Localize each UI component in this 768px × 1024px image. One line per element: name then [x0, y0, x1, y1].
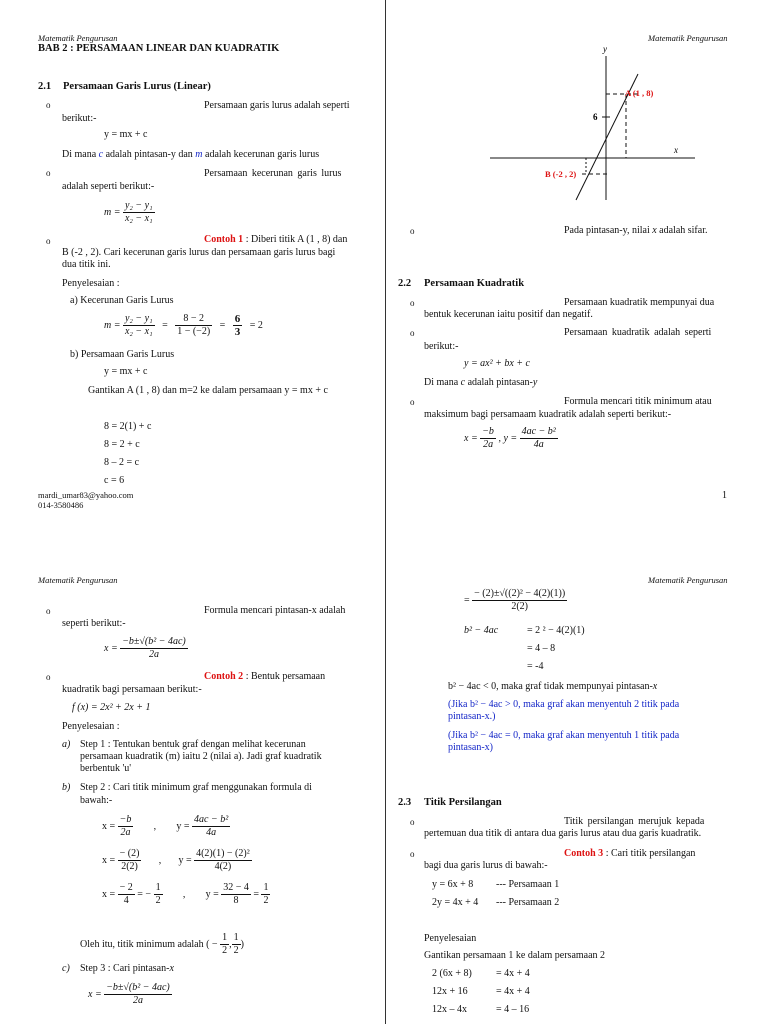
step-1-label: a): [62, 739, 71, 750]
section-2-2-number: 2.2: [398, 278, 412, 289]
x-intercept-para: Formula mencari pintasan-x adalah: [204, 605, 346, 616]
para-definition: Di mana c adalah pintasan-y dan m adalah kecerunan garis lurus: [62, 149, 320, 160]
quadratic-equation: y = ax² + bx + c: [464, 358, 530, 369]
bullet-icon: o: [46, 672, 51, 682]
equation-2: 2y = 4x + 4: [432, 897, 479, 908]
point-A-label: A (1 , 8): [625, 88, 654, 98]
bullet-icon: o: [410, 849, 415, 859]
x-intercept-para-cont: seperti berikut:-: [62, 618, 126, 629]
y-intercept-label: 6: [593, 112, 598, 122]
author-phone: 014-3580486: [38, 500, 84, 510]
header-right: Matematik Pengurusan: [648, 575, 728, 585]
page-2: [0, 512, 768, 1024]
note-positive-discriminant: (Jika b² − 4ac > 0, maka graf akan menyentuh 2 titik pada: [448, 699, 680, 710]
discriminant-step: = 2 ² − 4(2)(1): [527, 625, 585, 636]
step-2-label: b): [62, 782, 71, 793]
equation-line: y = mx + c: [104, 129, 148, 140]
working-line: 8 = 2 + c: [104, 439, 140, 450]
step-a-title: a) Kecerunan Garis Lurus: [70, 295, 174, 306]
bullet-icon: o: [410, 328, 415, 338]
bullet-icon: o: [46, 236, 51, 246]
equation-1: y = 6x + 8: [432, 879, 474, 890]
y-axis-label: y: [603, 44, 607, 54]
step-1-line1: Step 1 : Tentukan bentuk graf dengan melihat kecerunan: [80, 739, 306, 750]
bullet-icon: o: [410, 817, 415, 827]
working-line-right: = 4x + 4: [496, 968, 530, 979]
intercept-note: Pada pintasan-y, nilai x adalah sifar.: [564, 225, 708, 236]
min-formula-row-2: x = $\frac{- (2)}{2(2)}$ , y = $\frac{\text{4(2)(1) − (2)²}}{4(2)}$: [102, 848, 250, 872]
step-2-line1: Step 2 : Cari titik minimum graf menggunakan formula di: [80, 782, 312, 793]
step-3-formula: x = $\frac{\text{−b±√(b² − 4ac)}}{2a}$: [88, 982, 170, 1006]
step-2-line2: bawah:-: [80, 795, 113, 806]
quad-para-1-cont: bentuk kecerunan iaitu positif dan negatif.: [424, 309, 593, 320]
section-2-1-title: Persamaan Garis Lurus (Linear): [63, 81, 211, 92]
intersection-para-cont: pertemuan dua titik di antara dua garis lurus atau dua garis kuadratik.: [424, 828, 702, 839]
chapter-title: BAB 2 : PERSAMAAN LINEAR DAN KUADRATIK: [38, 43, 280, 54]
quad-para-1: Persamaan kuadratik mempunyai dua: [564, 297, 715, 308]
gradient-formula: m = $\frac{\text{y₂ − y₁}}{\text{x₂ − x₁}}$: [104, 200, 153, 224]
line-graph: [490, 42, 720, 202]
step-3-label: c): [62, 963, 70, 974]
step-1-line3: berbentuk 'u': [80, 763, 132, 774]
substitution-instruction: Gantikan persamaan 1 ke dalam persamaan 2: [424, 950, 606, 961]
bullet-icon: o: [410, 226, 415, 236]
bullet-icon: o: [410, 298, 415, 308]
gradient-calculation: m = $\frac{\text{y₂ − y₁}}{\text{x₂ − x₁}}$ = $\frac{8 - 2}{1 - (-2)}$ = $\frac{6}{3}$ = 2: [104, 313, 263, 338]
quad-definition: Di mana c adalah pintasan-y: [424, 377, 538, 388]
header-right: Matematik Pengurusan: [648, 33, 728, 43]
working-line-right: = 4x + 4: [496, 986, 530, 997]
x-axis-label: x: [674, 145, 678, 155]
section-2-3-number: 2.3: [398, 797, 412, 808]
example-2-intro: Contoh 2 : Bentuk persamaan: [204, 671, 326, 682]
example-1-line3: dua titik ini.: [62, 259, 111, 270]
note-positive-discriminant-cont: pintasan-x.): [448, 711, 496, 722]
quad-para-3: Formula mencari titik minimum atau: [564, 396, 712, 407]
example-2-label: Contoh 2: [204, 671, 244, 682]
working-line-right: = 4 – 16: [496, 1004, 530, 1015]
example-1-label: Contoh 1: [204, 234, 244, 245]
discriminant-step: = -4: [527, 661, 544, 672]
bullet-icon: o: [46, 606, 51, 616]
quad-para-2-cont: berikut:-: [424, 341, 459, 352]
x-intercept-substitution: = $\frac{\text{− (2)±√((2)² − 4(2)(1))}}{2(2)}$: [464, 588, 566, 612]
section-2-3-title: Titik Persilangan: [424, 797, 502, 808]
column-divider: [385, 512, 386, 1024]
working-line-left: 12x – 4x: [432, 1004, 467, 1015]
working-line: c = 6: [104, 475, 125, 486]
discriminant-conclusion: b² − 4ac < 0, maka graf tidak mempunyai pintasan-x: [448, 681, 658, 692]
quad-para-2: Persamaan kuadratik adalah seperti: [564, 327, 712, 338]
note-zero-discriminant-cont: pintasan-x): [448, 742, 493, 753]
solution-label: Penyelesaian :: [62, 721, 120, 732]
para-line-equation: Persamaan garis lurus adalah seperti: [204, 100, 350, 111]
equation-1-label: --- Persamaan 1: [496, 879, 560, 890]
section-2-1-number: 2.1: [38, 81, 52, 92]
column-divider: [385, 0, 386, 512]
working-line: 8 = 2(1) + c: [104, 421, 152, 432]
point-B-label: B (-2 , 2): [545, 169, 577, 179]
substitution-text: Gantikan A (1 , 8) dan m=2 ke dalam persamaan y = mx + c: [88, 385, 328, 396]
page-number: 1: [722, 490, 727, 501]
author-email: mardi_umar83@yahoo.com: [38, 490, 134, 500]
min-formula-row-3: x = $\frac{- 2}{4}$ = − $\frac{1}{2}$ , y = $\frac{32 - 4}{8}$ = $\frac{1}{2}$: [102, 882, 269, 906]
quadratic-formula: x = $\frac{\text{−b±√(b² − 4ac)}}{2a}$: [104, 636, 186, 660]
example-3-label: Contoh 3: [564, 848, 604, 859]
para-line-equation-cont: berikut:-: [62, 113, 97, 124]
working-line-left: 12x + 16: [432, 986, 468, 997]
example-2-line2: kuadratik bagi persamaan berikut:-: [62, 684, 202, 695]
working-line-left: 2 (6x + 8): [432, 968, 472, 979]
step-b-title: b) Persamaan Garis Lurus: [70, 349, 175, 360]
solution-label: Penyelesaian: [424, 933, 477, 944]
min-formula-row-1: x = $\frac{-b}{2a}$ , y = $\frac{\text{4ac − b²}}{4a}$: [102, 814, 229, 838]
para-gradient-cont: adalah seperti berikut:-: [62, 181, 155, 192]
step-3-title: Step 3 : Cari pintasan-x: [80, 963, 174, 974]
discriminant-step: = 4 – 8: [527, 643, 556, 654]
example-1-intro: Contoh 1 : Diberi titik A (1 , 8) dan: [204, 234, 348, 245]
bullet-icon: o: [46, 100, 51, 110]
example-3-intro: Contoh 3 : Cari titik persilangan: [564, 848, 696, 859]
minimum-point-statement: Oleh itu, titik minimum adalah ( − $\frac{1}{2}$ , $\frac{1}{2}$ ): [80, 932, 244, 956]
discriminant-label: b² − 4ac: [464, 625, 499, 636]
quad-para-3-cont: maksimum bagi persamaam kuadratik adalah seperti berikut:-: [424, 409, 672, 420]
step-1-line2: persamaan kuadratik (m) iaitu 2 (nilai a). Jadi graf kuadratik: [80, 751, 322, 762]
intersection-para: Titik persilangan merujuk kepada: [564, 816, 705, 827]
min-max-formula: x = $\frac{-b}{2a}$ , y = $\frac{\text{4ac − b²}}{4a}$: [464, 426, 556, 450]
bullet-icon: o: [410, 397, 415, 407]
example-3-line2: bagi dua garis lurus di bawah:-: [424, 860, 548, 871]
bullet-icon: o: [46, 168, 51, 178]
section-2-2-title: Persamaan Kuadratik: [424, 278, 525, 289]
header-left: Matematik Pengurusan: [38, 575, 118, 585]
note-zero-discriminant: (Jika b² − 4ac = 0, maka graf akan menyentuh 1 titik pada: [448, 730, 680, 741]
function-definition: f (x) = 2x² + 2x + 1: [72, 702, 151, 713]
example-1-line2: B (-2 , 2). Cari kecerunan garis lurus dan persamaan garis lurus bagi: [62, 247, 336, 258]
equation-2-label: --- Persamaan 2: [496, 897, 560, 908]
para-gradient: Persamaan kecerunan garis lurus: [204, 168, 342, 179]
step-b-equation: y = mx + c: [104, 366, 148, 377]
working-line: 8 – 2 = c: [104, 457, 140, 468]
solution-label: Penyelesaian :: [62, 278, 120, 289]
header-left: Matematik Pengurusan: [38, 33, 118, 43]
